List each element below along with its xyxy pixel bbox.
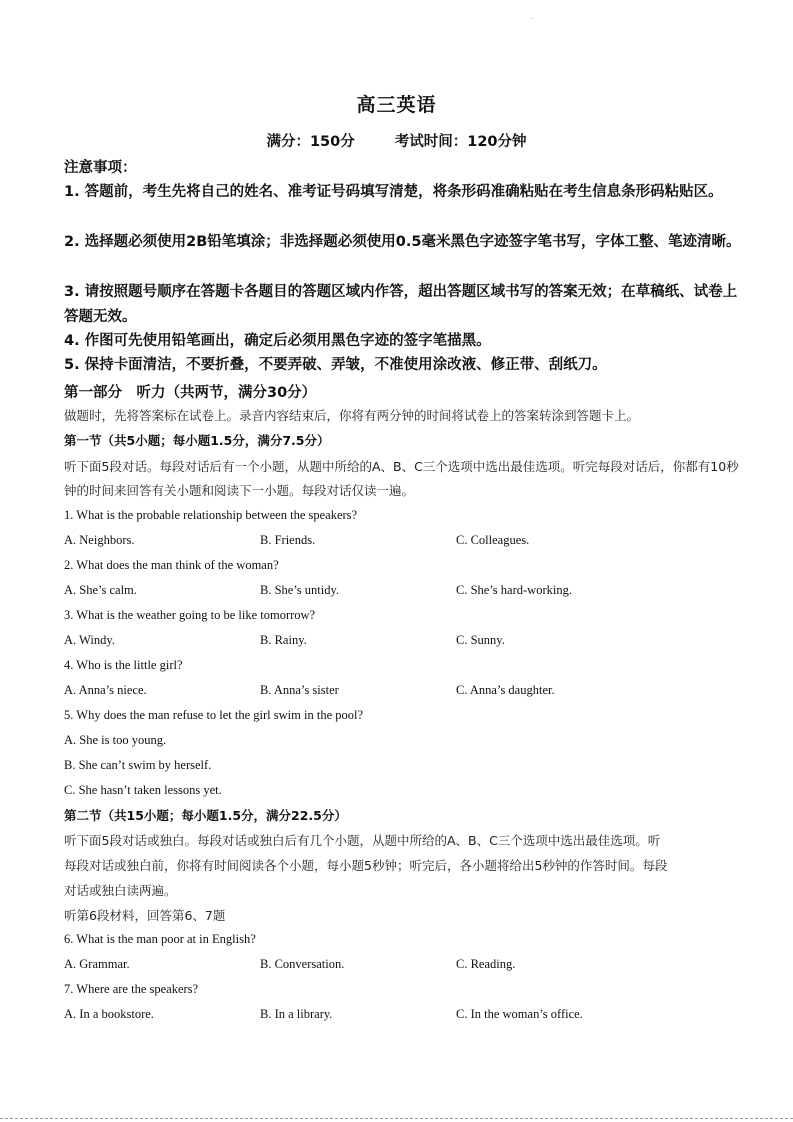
q5-option-a: A. She is too young. bbox=[64, 733, 167, 747]
notes-heading: 注意事项： bbox=[64, 160, 137, 176]
section2-title: 第二节（共15小题；每小题1.5分，满分22.5分） bbox=[64, 808, 347, 823]
q5-option-c: C. She hasn’t taken lessons yet. bbox=[64, 783, 222, 797]
section2-instructions-line1: 听下面5段对话或独白。每段对话或独白后有几个小题，从题中所给的A、B、C三个选项中选出最佳选项。听 bbox=[64, 833, 661, 848]
section2-instructions-line2: 每段对话或独白前，你将有时间阅读各个小题，每小题5秒钟；听完后，各小题将给出5秒钟的作答时间。每段 bbox=[64, 858, 668, 873]
note-item-3: 3. 请按照题号顺序在答题卡各题目的答题区域内作答，超出答题区域书写的答案无效；在草稿纸、试卷上答题无效。 bbox=[64, 284, 738, 325]
scan-dot bbox=[532, 18, 533, 19]
q3-option-a: A. Windy. bbox=[64, 633, 115, 647]
q2-option-c: C. She’s hard-working. bbox=[456, 583, 572, 597]
page-bottom-divider bbox=[0, 1118, 793, 1120]
q3-option-b: B. Rainy. bbox=[260, 633, 307, 647]
q6-option-a: A. Grammar. bbox=[64, 957, 130, 971]
q7-option-b: B. In a library. bbox=[260, 1007, 333, 1021]
q7-option-a: A. In a bookstore. bbox=[64, 1007, 154, 1021]
q6-option-c: C. Reading. bbox=[456, 957, 516, 971]
q2-option-a: A. She’s calm. bbox=[64, 583, 137, 597]
part1-title: 第一部分 听力（共两节，满分30分） bbox=[64, 385, 317, 401]
exam-time: 考试时间：120分钟 bbox=[394, 134, 527, 150]
q2-option-b: B. She’s untidy. bbox=[260, 583, 340, 597]
page-title: 高三英语 bbox=[356, 94, 437, 116]
exam-meta bbox=[0, 130, 793, 151]
q4-option-a: A. Anna’s niece. bbox=[64, 683, 147, 697]
section1-title: 第一节（共5小题；每小题1.5分，满分7.5分） bbox=[64, 433, 330, 448]
full-score: 满分：150分 bbox=[266, 134, 355, 150]
note-item-5: 5. 保持卡面清洁，不要折叠，不要弄破、弄皱，不准使用涂改液、修正带、刮纸刀。 bbox=[64, 357, 607, 373]
question-1: 1. What is the probable relationship between the speakers? bbox=[64, 508, 358, 522]
question-6: 6. What is the man poor at in English? bbox=[64, 932, 256, 946]
material-6-label: 听第6段材料，回答第6、7题 bbox=[64, 908, 226, 923]
question-4: 4. Who is the little girl? bbox=[64, 658, 183, 672]
note-item-1: 1. 答题前，考生先将自己的姓名、准考证号码填写清楚，将条形码准确粘贴在考生信息条形码粘贴区。 bbox=[64, 184, 723, 200]
q1-option-c: C. Colleagues. bbox=[456, 533, 530, 547]
part1-intro: 做题时，先将答案标在试卷上。录音内容结束后，你将有两分钟的时间将试卷上的答案转涂到答题卡上。 bbox=[64, 408, 640, 423]
q3-option-c: C. Sunny. bbox=[456, 633, 505, 647]
q1-option-a: A. Neighbors. bbox=[64, 533, 135, 547]
section1-instructions: 听下面5段对话。每段对话后有一个小题，从题中所给的A、B、C三个选项中选出最佳选项。听完每段对话后，你都有10秒钟的时间来回答有关小题和阅读下一小题。每段对话仅读一遍。 bbox=[64, 459, 739, 498]
section2-instructions-line3: 对话或独白读两遍。 bbox=[64, 883, 177, 898]
note-item-2: 2. 选择题必须使用2B铅笔填涂；非选择题必须使用0.5毫米黑色字迹签字笔书写，字体工整、笔迹清晰。 bbox=[64, 234, 741, 250]
q6-option-b: B. Conversation. bbox=[260, 957, 345, 971]
q4-option-c: C. Anna’s daughter. bbox=[456, 683, 555, 697]
q4-option-b: B. Anna’s sister bbox=[260, 683, 339, 697]
note-item-4: 4. 作图可先使用铅笔画出，确定后必须用黑色字迹的签字笔描黑。 bbox=[64, 333, 491, 349]
q7-option-c: C. In the woman’s office. bbox=[456, 1007, 583, 1021]
question-5: 5. Why does the man refuse to let the girl swim in the pool? bbox=[64, 708, 364, 722]
question-2: 2. What does the man think of the woman? bbox=[64, 558, 279, 572]
question-3: 3. What is the weather going to be like tomorrow? bbox=[64, 608, 316, 622]
question-7: 7. Where are the speakers? bbox=[64, 982, 199, 996]
q1-option-b: B. Friends. bbox=[260, 533, 316, 547]
q5-option-b: B. She can’t swim by herself. bbox=[64, 758, 212, 772]
